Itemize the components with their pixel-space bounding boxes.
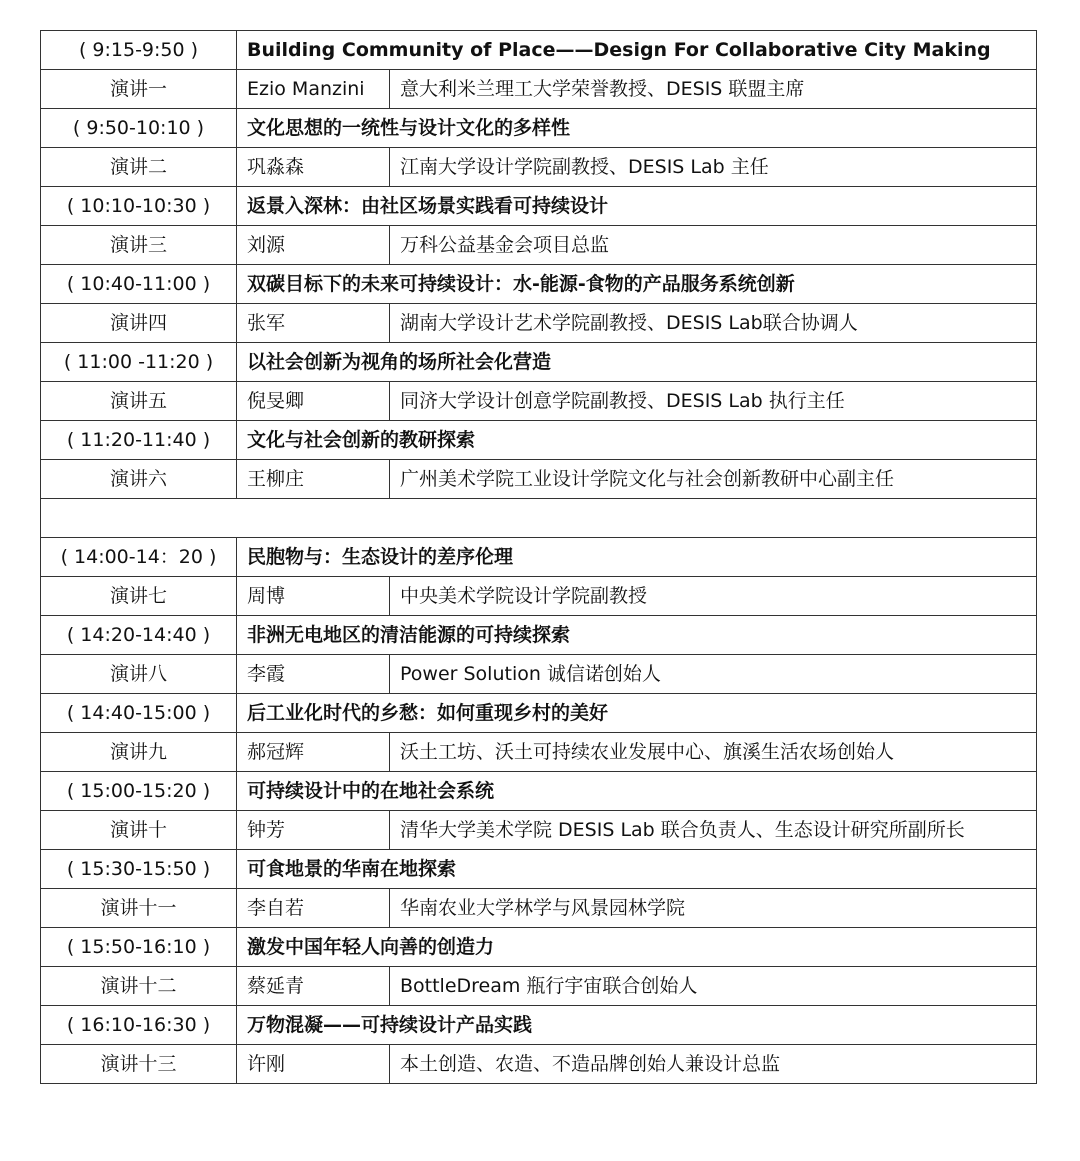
speaker-affiliation: 中央美术学院设计学院副教授: [390, 577, 1037, 616]
talk-time: ( 11:00 -11:20 ): [41, 343, 237, 382]
talk-time: ( 16:10-16:30 ): [41, 1006, 237, 1045]
speaker-name: 蔡延青: [237, 967, 390, 1006]
talk-title: 可食地景的华南在地探索: [237, 850, 1037, 889]
talk-title-row: [41, 772, 1037, 811]
talk-label: 演讲十: [41, 811, 237, 850]
talk-title-row: [41, 187, 1037, 226]
speaker-name: 许刚: [237, 1045, 390, 1084]
talk-title-row: [41, 850, 1037, 889]
talk-time: ( 10:10-10:30 ): [41, 187, 237, 226]
talk-label: 演讲六: [41, 460, 237, 499]
talk-speaker-row: [41, 889, 1037, 928]
talk-title-row: [41, 421, 1037, 460]
talk-speaker-row: [41, 382, 1037, 421]
talk-speaker-row: [41, 460, 1037, 499]
talk-speaker-row: [41, 967, 1037, 1006]
talk-time: ( 14:00-14：20 ): [41, 538, 237, 577]
talk-speaker-row: [41, 1045, 1037, 1084]
talk-title: 民胞物与：生态设计的差序伦理: [237, 538, 1037, 577]
talk-title: 万物混凝——可持续设计产品实践: [237, 1006, 1037, 1045]
talk-title: Building Community of Place——Design For Collaborative City Making: [237, 31, 1037, 70]
talk-title-row: [41, 31, 1037, 70]
talk-title-row: [41, 109, 1037, 148]
talk-label: 演讲七: [41, 577, 237, 616]
talk-time: ( 15:30-15:50 ): [41, 850, 237, 889]
speaker-affiliation: 本土创造、农造、不造品牌创始人兼设计总监: [390, 1045, 1037, 1084]
speaker-affiliation: 江南大学设计学院副教授、DESIS Lab 主任: [390, 148, 1037, 187]
talk-title-row: [41, 265, 1037, 304]
talk-speaker-row: [41, 70, 1037, 109]
speaker-name: 李霞: [237, 655, 390, 694]
talk-title: 非洲无电地区的清洁能源的可持续探索: [237, 616, 1037, 655]
speaker-affiliation: 万科公益基金会项目总监: [390, 226, 1037, 265]
talk-time: ( 14:40-15:00 ): [41, 694, 237, 733]
talk-title: 可持续设计中的在地社会系统: [237, 772, 1037, 811]
speaker-affiliation: 清华大学美术学院 DESIS Lab 联合负责人、生态设计研究所副所长: [390, 811, 1037, 850]
talk-title: 文化与社会创新的教研探索: [237, 421, 1037, 460]
speaker-name: 巩淼森: [237, 148, 390, 187]
talk-speaker-row: [41, 148, 1037, 187]
speaker-affiliation: Power Solution 诚信诺创始人: [390, 655, 1037, 694]
talk-speaker-row: [41, 733, 1037, 772]
talk-label: 演讲九: [41, 733, 237, 772]
speaker-name: 倪旻卿: [237, 382, 390, 421]
talk-title-row: [41, 343, 1037, 382]
speaker-affiliation: 广州美术学院工业设计学院文化与社会创新教研中心副主任: [390, 460, 1037, 499]
talk-time: ( 9:15-9:50 ): [41, 31, 237, 70]
speaker-affiliation: BottleDream 瓶行宇宙联合创始人: [390, 967, 1037, 1006]
talk-title-row: [41, 616, 1037, 655]
speaker-name: 王柳庄: [237, 460, 390, 499]
speaker-name: 刘源: [237, 226, 390, 265]
schedule-table: [40, 30, 1037, 1084]
speaker-name: 李自若: [237, 889, 390, 928]
speaker-affiliation: 湖南大学设计艺术学院副教授、DESIS Lab联合协调人: [390, 304, 1037, 343]
speaker-affiliation: 沃土工坊、沃土可持续农业发展中心、旗溪生活农场创始人: [390, 733, 1037, 772]
speaker-affiliation: 华南农业大学林学与风景园林学院: [390, 889, 1037, 928]
talk-time: ( 9:50-10:10 ): [41, 109, 237, 148]
talk-label: 演讲一: [41, 70, 237, 109]
talk-label: 演讲五: [41, 382, 237, 421]
talk-title: 激发中国年轻人向善的创造力: [237, 928, 1037, 967]
talk-title: 后工业化时代的乡愁：如何重现乡村的美好: [237, 694, 1037, 733]
speaker-name: 钟芳: [237, 811, 390, 850]
talk-title-row: [41, 928, 1037, 967]
talk-label: 演讲十二: [41, 967, 237, 1006]
talk-speaker-row: [41, 304, 1037, 343]
speaker-affiliation: 意大利米兰理工大学荣誉教授、DESIS 联盟主席: [390, 70, 1037, 109]
talk-speaker-row: [41, 226, 1037, 265]
lunch-break-cell: [41, 499, 1037, 538]
talk-title-row: [41, 694, 1037, 733]
talk-time: ( 10:40-11:00 ): [41, 265, 237, 304]
speaker-affiliation: 同济大学设计创意学院副教授、DESIS Lab 执行主任: [390, 382, 1037, 421]
talk-label: 演讲二: [41, 148, 237, 187]
talk-time: ( 14:20-14:40 ): [41, 616, 237, 655]
talk-label: 演讲十三: [41, 1045, 237, 1084]
talk-label: 演讲四: [41, 304, 237, 343]
speaker-name: Ezio Manzini: [237, 70, 390, 109]
talk-time: ( 15:50-16:10 ): [41, 928, 237, 967]
talk-label: 演讲八: [41, 655, 237, 694]
schedule-body: [41, 31, 1037, 1084]
talk-title: 以社会创新为视角的场所社会化营造: [237, 343, 1037, 382]
talk-title-row: [41, 538, 1037, 577]
talk-speaker-row: [41, 811, 1037, 850]
talk-label: 演讲十一: [41, 889, 237, 928]
talk-title: 双碳目标下的未来可持续设计：水-能源-食物的产品服务系统创新: [237, 265, 1037, 304]
talk-time: ( 15:00-15:20 ): [41, 772, 237, 811]
speaker-name: 郝冠辉: [237, 733, 390, 772]
talk-title: 返景入深林：由社区场景实践看可持续设计: [237, 187, 1037, 226]
talk-title: 文化思想的一统性与设计文化的多样性: [237, 109, 1037, 148]
talk-label: 演讲三: [41, 226, 237, 265]
talk-title-row: [41, 1006, 1037, 1045]
speaker-name: 张军: [237, 304, 390, 343]
talk-speaker-row: [41, 577, 1037, 616]
talk-speaker-row: [41, 655, 1037, 694]
lunch-break-row: [41, 499, 1037, 538]
talk-time: ( 11:20-11:40 ): [41, 421, 237, 460]
speaker-name: 周博: [237, 577, 390, 616]
